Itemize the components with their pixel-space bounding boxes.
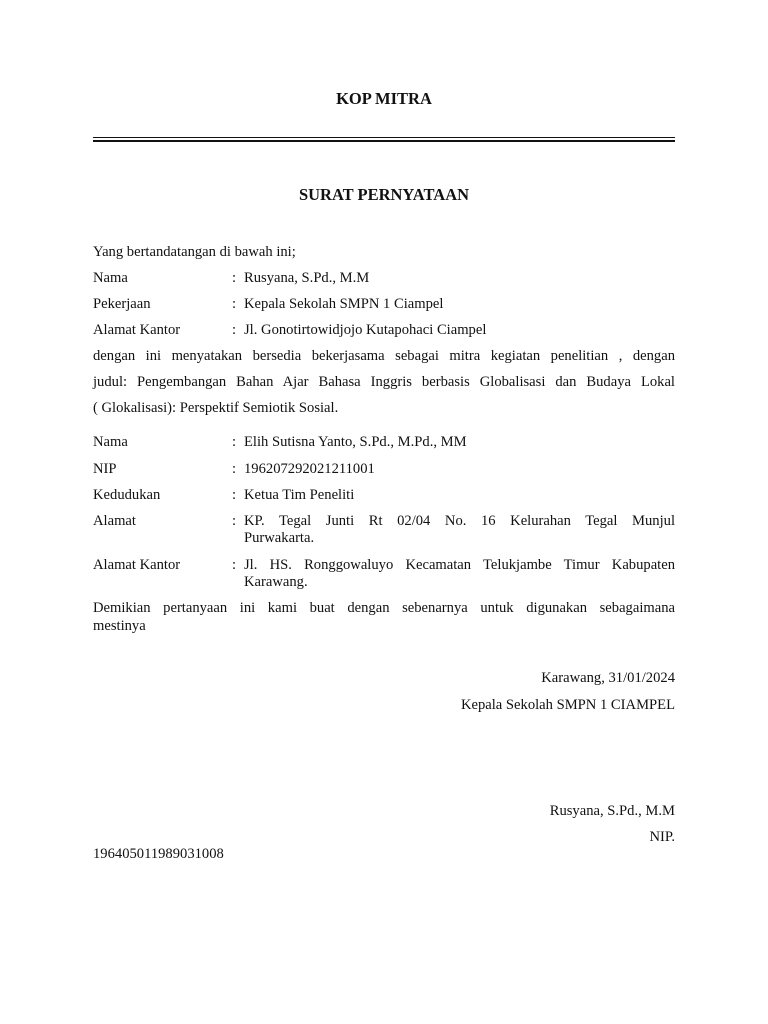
signer-pekerjaan-label: Pekerjaan xyxy=(93,296,151,312)
signature-nip-value: 196405011989031008 xyxy=(93,846,224,862)
intro-text: Yang bertandatangan di bawah ini; xyxy=(93,244,296,260)
researcher-nip-label: NIP xyxy=(93,461,117,477)
signer-alamat-kantor-value: Jl. Gonotirtowidjojo Kutapohaci Ciampel xyxy=(244,322,487,338)
header-rule-thin xyxy=(93,137,675,138)
colon: : xyxy=(232,513,237,529)
colon: : xyxy=(232,296,237,312)
closing-line-1: Demikian pertanyaan ini kami buat dengan sebenarnya untuk digunakan sebagaimana xyxy=(93,600,675,616)
signature-position: Kepala Sekolah SMPN 1 CIAMPEL xyxy=(460,697,675,713)
signer-nama-label: Nama xyxy=(93,270,128,286)
researcher-nama-label: Nama xyxy=(93,434,128,450)
document-title: SURAT PERNYATAAN xyxy=(298,185,470,204)
researcher-nip-value: 196207292021211001 xyxy=(244,461,375,477)
colon: : xyxy=(232,270,237,286)
researcher-alamat-kantor-label: Alamat Kantor xyxy=(93,557,181,573)
signature-place-date: Karawang, 31/01/2024 xyxy=(541,670,675,686)
researcher-kedudukan-label: Kedudukan xyxy=(93,487,161,503)
closing-line-2: mestinya xyxy=(93,618,146,634)
statement-line-3: ( Glokalisasi): Perspektif Semiotik Sosial. xyxy=(93,400,339,416)
signer-alamat-kantor-label: Alamat Kantor xyxy=(93,322,181,338)
statement-line-1: dengan ini menyatakan bersedia bekerjasama sebagai mitra kegiatan penelitian , dengan xyxy=(93,348,675,364)
signature-name: Rusyana, S.Pd., M.M xyxy=(549,803,675,819)
researcher-kedudukan-value: Ketua Tim Peneliti xyxy=(244,487,355,503)
signer-pekerjaan-value: Kepala Sekolah SMPN 1 Ciampel xyxy=(244,296,444,312)
researcher-alamat-label: Alamat xyxy=(93,513,136,529)
signer-nama-value: Rusyana, S.Pd., M.M xyxy=(244,270,370,286)
colon: : xyxy=(232,322,237,338)
colon: : xyxy=(232,434,237,450)
colon: : xyxy=(232,461,237,477)
researcher-alamat-kantor-line-1: Jl. HS. Ronggowaluyo Kecamatan Telukjambe Timur Kabupaten xyxy=(244,557,675,573)
colon: : xyxy=(232,557,237,573)
letterhead-kop: KOP MITRA xyxy=(336,89,432,108)
statement-line-2: judul: Pengembangan Bahan Ajar Bahasa Inggris berbasis Globalisasi dan Budaya Lokal xyxy=(93,374,675,390)
colon: : xyxy=(232,487,237,503)
signature-nip-label: NIP. xyxy=(649,829,675,845)
header-rule-thick xyxy=(93,140,675,142)
researcher-alamat-line-2: Purwakarta. xyxy=(244,530,315,546)
researcher-alamat-kantor-line-2: Karawang. xyxy=(244,574,308,590)
researcher-nama-value: Elih Sutisna Yanto, S.Pd., M.Pd., MM xyxy=(244,434,467,450)
researcher-alamat-line-1: KP. Tegal Junti Rt 02/04 No. 16 Kelurahan Tegal Munjul xyxy=(244,513,675,529)
